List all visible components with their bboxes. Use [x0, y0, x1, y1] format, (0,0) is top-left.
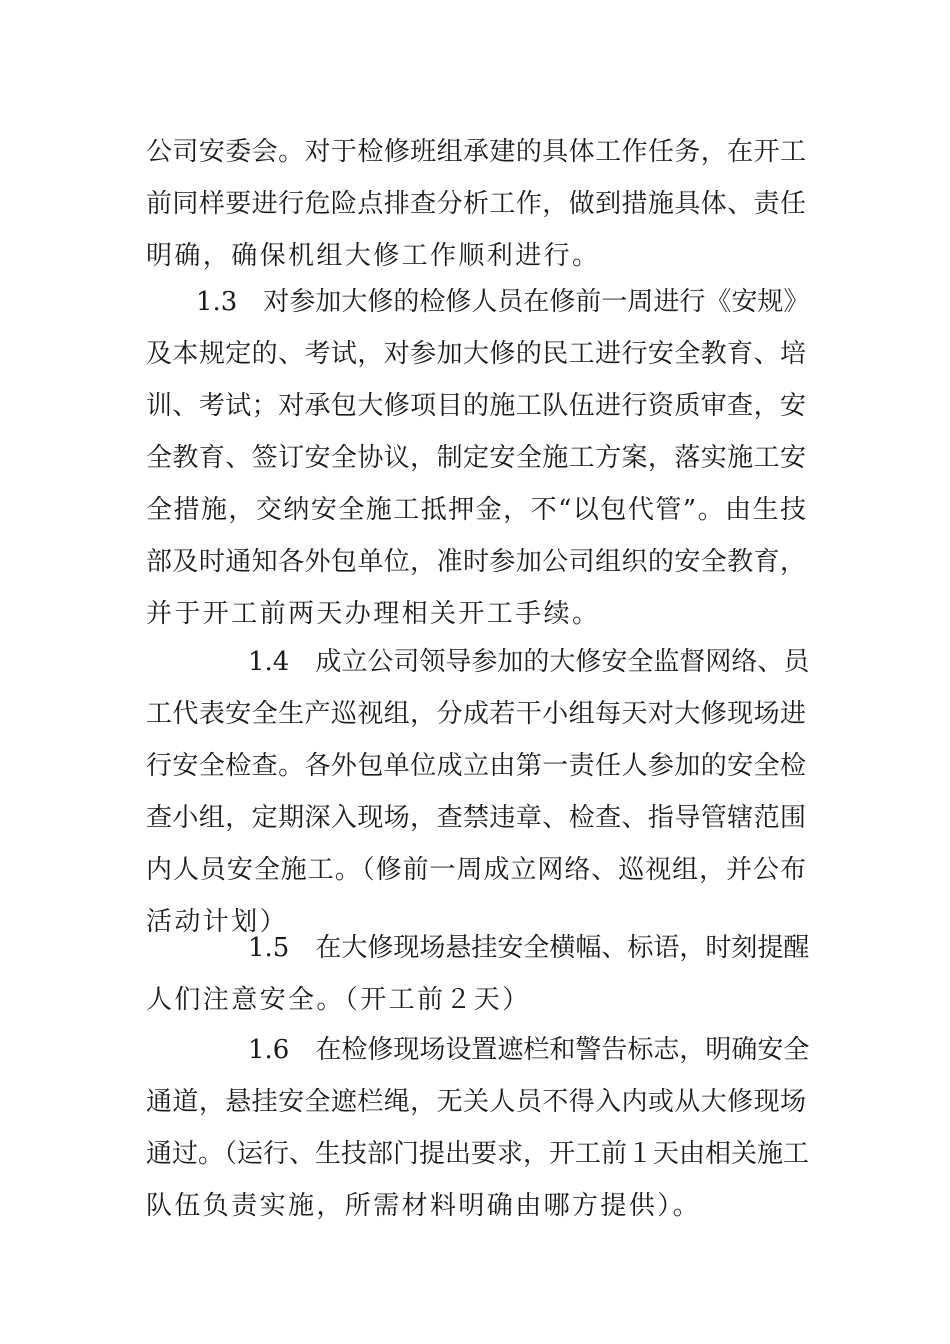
- paragraph-line: 活动计划）: [146, 907, 289, 937]
- paragraph-line: 前同样要进行危险点排查分析工作，做到措施具体、责任: [146, 189, 806, 219]
- paragraph-line: 部及时通知各外包单位，准时参加公司组织的安全教育，: [146, 547, 806, 577]
- paragraph-line: 人们注意安全。（开工前２天）: [146, 985, 531, 1015]
- paragraph-line: 查小组，定期深入现场，查禁违章、检查、指导管辖范围: [146, 803, 806, 833]
- paragraph-line: 公司安委会。对于检修班组承建的具体工作任务，在开工: [146, 137, 806, 167]
- paragraph-line: 明确，确保机组大修工作顺利进行。: [146, 241, 601, 271]
- paragraph-line: 及本规定的、考试，对参加大修的民工进行安全教育、培: [146, 339, 806, 369]
- paragraph-line: 并于开工前两天办理相关开工手续。: [146, 599, 601, 629]
- section-1-6-heading-line: 1.6 在检修现场设置遮栏和警告标志，明确安全: [248, 1035, 810, 1065]
- section-1-4-heading-line: 1.4 成立公司领导参加的大修安全监督网络、员: [248, 647, 810, 677]
- paragraph-line: 行安全检查。各外包单位成立由第一责任人参加的安全检: [146, 751, 806, 781]
- paragraph-line: 训、考试；对承包大修项目的施工队伍进行资质审查，安: [146, 391, 806, 421]
- paragraph-line: 通道，悬挂安全遮栏绳，无关人员不得入内或从大修现场: [146, 1087, 806, 1117]
- section-1-5-heading-line: 1.5 在大修现场悬挂安全横幅、标语，时刻提醒: [248, 933, 810, 963]
- paragraph-line: 内人员安全施工。（修前一周成立网络、巡视组，并公布: [146, 855, 806, 885]
- paragraph-line: 全教育、签订安全协议，制定安全施工方案，落实施工安: [146, 443, 806, 473]
- paragraph-line: 全措施，交纳安全施工抵押金，不“以包代管”。由生技: [146, 495, 806, 525]
- paragraph-line: 工代表安全生产巡视组，分成若干小组每天对大修现场进: [146, 699, 806, 729]
- paragraph-line: 通过。（运行、生技部门提出要求，开工前１天由相关施工: [146, 1139, 810, 1169]
- paragraph-line: 队伍负责实施，所需材料明确由哪方提供）。: [146, 1191, 702, 1221]
- section-1-3-heading-line: 1.3 对参加大修的检修人员在修前一周进行《安规》: [196, 287, 810, 317]
